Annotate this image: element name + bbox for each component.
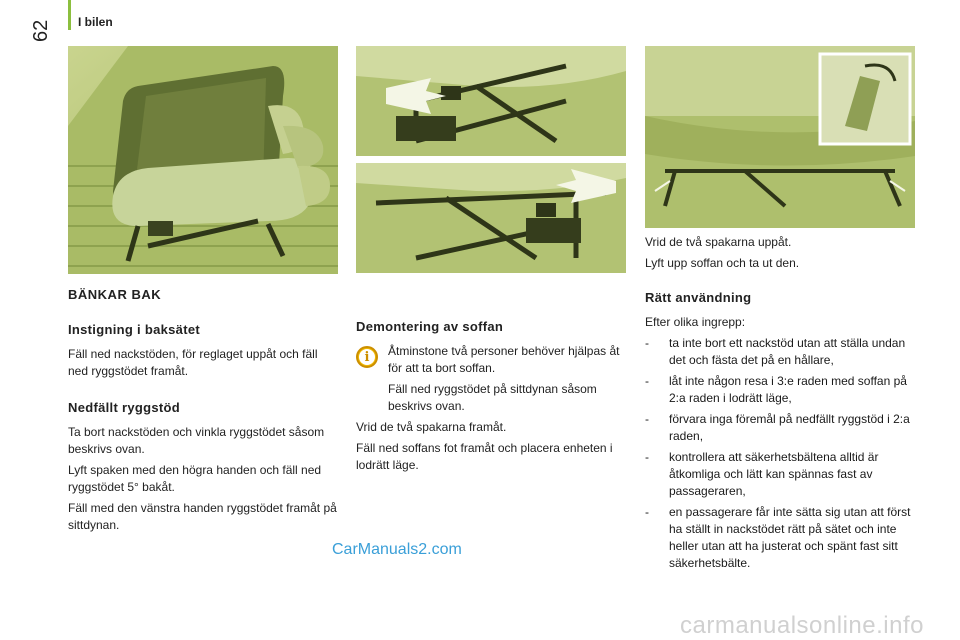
- list-item: - förvara inga föremål på nedfällt ryggstöd i 2:a raden,: [645, 412, 910, 443]
- usage-list: [645, 335, 917, 572]
- illustration-seat-frame-top: [356, 46, 626, 156]
- nedfallt-p3: Fäll med den vänstra handen ryggstödet framåt på sittdynan.: [68, 501, 337, 532]
- heading-nedfallt: Nedfällt ryggstöd: [68, 400, 180, 415]
- nedfallt-p2: Lyft spaken med den högra handen och fäll ned ryggstödet 5° bakåt.: [68, 463, 322, 494]
- carmanualsonline-watermark: carmanualsonline.info: [680, 612, 924, 639]
- list-item: - låt inte någon resa i 3:e raden med soffan på 2:a raden i lodrätt läge,: [645, 374, 907, 405]
- heading-demontering: Demontering av soffan: [356, 319, 504, 334]
- section-title: I bilen: [78, 15, 113, 29]
- carmanuals-watermark[interactable]: CarManuals2.com: [332, 541, 462, 558]
- illustration-seat-frame-bottom: [356, 163, 626, 273]
- list-item: - en passagerare får inte sätta sig utan att först ha ställt in nackstödet rätt på sätet och inte heller utan att ha justerat och spänt fast sitt säkerhetsbälte.: [645, 505, 911, 570]
- heading-instigning: Instigning i baksätet: [68, 322, 200, 337]
- right-column: [645, 234, 917, 572]
- middle-column: [356, 319, 632, 474]
- middle-p3: Vrid de två spakarna framåt.: [356, 420, 507, 434]
- right-p2: Lyft upp soffan och ta ut den.: [645, 256, 800, 270]
- illustration-seat-removal: [645, 46, 915, 228]
- right-p1: Vrid de två spakarna uppåt.: [645, 235, 792, 249]
- illustration-folded-seat: [68, 46, 338, 274]
- info-text-1: Åtminstone två personer behöver hjälpas åt för att ta bort soffan.: [388, 344, 620, 375]
- header-accent-bar: [68, 0, 71, 30]
- list-item: - kontrollera att säkerhetsbältena alltid är åtkomliga och lätt kan spännas fast av passageraren,: [645, 450, 879, 498]
- nedfallt-p1: Ta bort nackstöden och vinkla ryggstödet såsom beskrivs ovan.: [68, 425, 325, 456]
- info-icon: i: [356, 346, 378, 368]
- list-item: - ta inte bort ett nackstöd utan att ställa undan det och fästa det på en hållare,: [645, 336, 906, 367]
- heading-bankar-bak: BÄNKAR BAK: [68, 287, 162, 302]
- middle-p4: Fäll ned soffans fot framåt och placera enheten i lodrätt läge.: [356, 441, 613, 472]
- instigning-text: Fäll ned nackstöden, för reglaget uppåt och fäll ned ryggstödet framåt.: [68, 347, 318, 378]
- right-intro: Efter olika ingrepp:: [645, 315, 746, 329]
- page-number: 62: [30, 19, 52, 42]
- heading-ratt-anvandning: Rätt användning: [645, 290, 752, 305]
- info-text-2: Fäll ned ryggstödet på sittdynan såsom beskrivs ovan.: [388, 382, 597, 413]
- info-block: [356, 343, 632, 415]
- left-column: [68, 287, 340, 534]
